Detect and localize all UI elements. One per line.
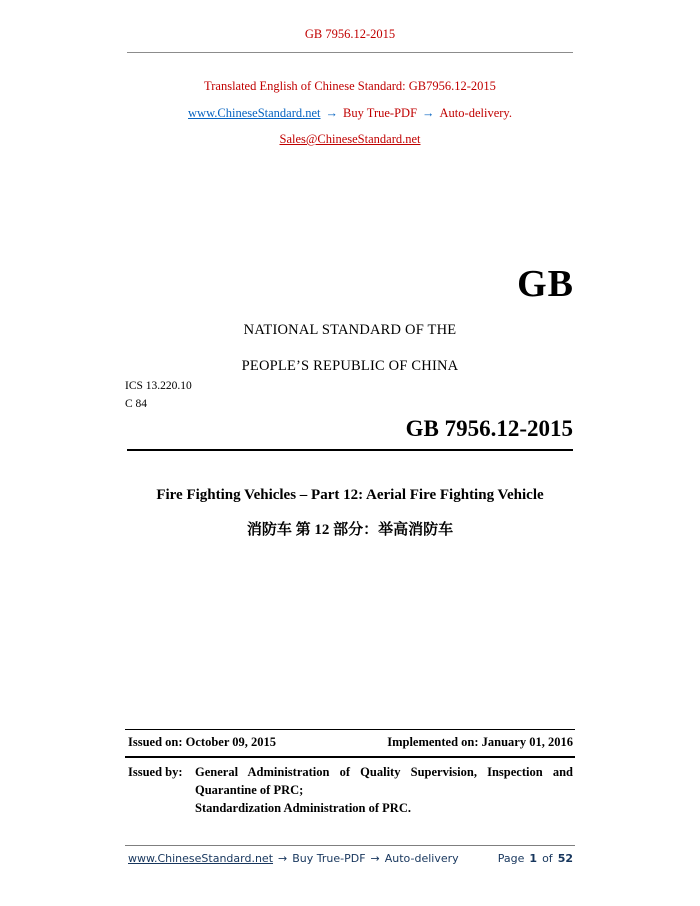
national-standard-line1: NATIONAL STANDARD OF THE	[243, 322, 457, 338]
translated-line: Translated English of Chinese Standard: GB7956.12-2015	[204, 79, 496, 93]
issue-dates-row	[128, 735, 573, 750]
document-title-english: Fire Fighting Vehicles – Part 12: Aerial Fire Fighting Vehicle	[156, 487, 544, 503]
page-label: Page	[497, 852, 525, 865]
auto-delivery-label: Auto-delivery.	[439, 106, 512, 120]
issuer-line-2: Standardization Administration of PRC.	[195, 801, 411, 815]
arrow-right-icon: →	[278, 852, 288, 865]
buy-link-line	[0, 106, 700, 121]
standard-number-divider	[127, 449, 573, 451]
chinesestandard-link[interactable]: www.ChineseStandard.net	[188, 106, 321, 120]
issuer-line-1: General Administration of Quality Supervision, Inspection and Quarantine of PRC;	[195, 765, 573, 797]
national-standard-line2: PEOPLE’S REPUBLIC OF CHINA	[241, 358, 459, 374]
issue-divider-bottom	[125, 756, 575, 758]
sales-email-line	[0, 130, 700, 148]
footer-divider	[125, 845, 575, 846]
gb-logo: GB	[517, 263, 574, 305]
page-footer	[128, 852, 573, 865]
footer-buy-true-pdf-label: Buy True-PDF	[292, 852, 366, 865]
footer-auto-delivery-label: Auto-delivery	[384, 852, 459, 865]
arrow-right-icon: →	[422, 106, 435, 120]
buy-true-pdf-label: Buy True-PDF	[343, 106, 418, 120]
issued-by-block	[128, 763, 573, 817]
of-label: of	[542, 852, 553, 865]
implemented-on-date: Implemented on: January 01, 2016	[387, 735, 573, 749]
total-pages: 52	[557, 852, 573, 865]
class-code: C 84	[125, 398, 148, 410]
page-number: 1	[529, 852, 538, 865]
ics-code: ICS 13.220.10	[125, 380, 192, 392]
issued-on-date: Issued on: October 09, 2015	[128, 735, 277, 749]
page-indicator	[498, 852, 573, 865]
header-divider	[127, 52, 573, 53]
issue-divider-top	[125, 729, 575, 730]
footer-chinesestandard-link[interactable]: www.ChineseStandard.net	[128, 852, 274, 865]
issued-by-label: Issued by:	[128, 765, 183, 779]
footer-link-line	[128, 852, 459, 865]
page-header-doc-code: GB 7956.12-2015	[304, 27, 396, 41]
arrow-right-icon: →	[325, 106, 339, 120]
arrow-right-icon: →	[370, 852, 380, 865]
document-title-chinese: 消防车 第 12 部分：举高消防车	[246, 522, 454, 538]
standard-number: GB 7956.12-2015	[405, 416, 573, 441]
issuer-text	[195, 763, 573, 817]
sales-email-link[interactable]: Sales@ChineseStandard.net	[279, 132, 421, 146]
